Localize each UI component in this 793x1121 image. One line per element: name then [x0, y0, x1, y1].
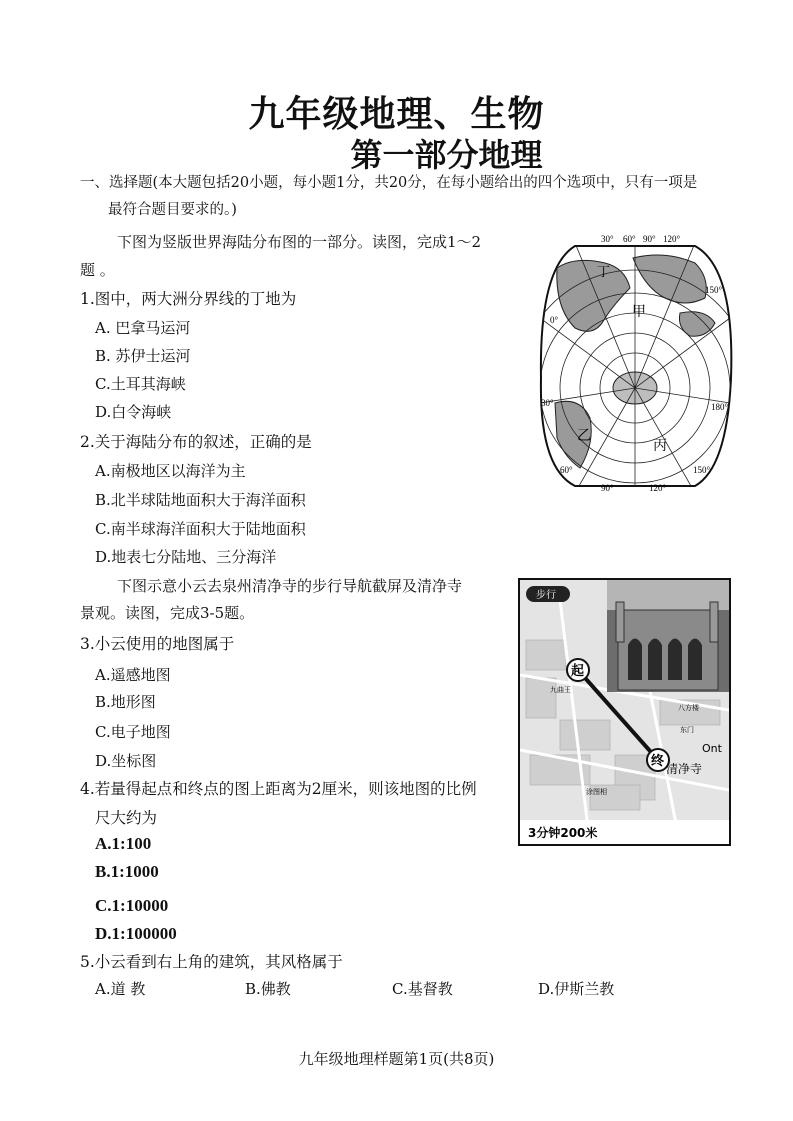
q1-option-d[interactable]: D.白令海峡: [95, 403, 172, 421]
question-2-stem: 2.关于海陆分布的叙述，正确的是: [80, 433, 312, 451]
globe-map-svg: [535, 228, 735, 498]
q3-option-d[interactable]: D.坐标图: [95, 752, 157, 770]
q4-option-d[interactable]: D.1:100000: [95, 924, 177, 943]
lon-label-60: 60°: [623, 234, 636, 244]
page-footer: 九年级地理样题第1页(共8页): [298, 1050, 495, 1068]
lon-label-90-bottom: 90°: [601, 483, 614, 493]
q5-option-d[interactable]: D.伊斯兰教: [538, 980, 615, 998]
lon-label-180: 180°: [711, 402, 729, 412]
q3-option-b[interactable]: B.地形图: [95, 693, 156, 711]
route-summary: 3分钟200米: [528, 826, 598, 840]
navigation-screenshot-figure: [518, 578, 731, 846]
start-marker-label: 起: [571, 664, 585, 679]
lon-label-0: 0°: [550, 315, 559, 325]
map-label-qingjingsi: 清净寺: [666, 762, 703, 776]
lon-label-120: 120°: [663, 234, 681, 244]
lon-label-30-left: 30°: [541, 398, 554, 408]
q4-option-a[interactable]: A.1:100: [95, 834, 152, 853]
place-label-bing: 丙: [653, 438, 667, 454]
lon-label-150-right: 150°: [705, 285, 723, 295]
place-label-ding: 丁: [597, 265, 611, 280]
walk-mode-label: 步行: [536, 590, 556, 601]
place-label-yi: 乙: [577, 428, 591, 444]
q1-option-c[interactable]: C.土耳其海峡: [95, 375, 186, 393]
section-instructions-line1: 一、选择题(本大题包括20小题，每小题1分，共20分，在每小题给出的四个选项中，只有一项是: [80, 175, 698, 191]
lon-label-150-bottom: 150°: [693, 465, 711, 475]
question-4-stem-line1: 4.若量得起点和终点的图上距离为2厘米，则该地图的比例: [80, 780, 477, 798]
map-label-dongmen: 东门: [680, 726, 694, 734]
map-label-ont: Ont: [702, 742, 722, 755]
lon-label-60-bottom: 60°: [560, 465, 573, 475]
q1-option-a[interactable]: A. 巴拿马运河: [95, 319, 191, 337]
globe-map-figure: [535, 228, 735, 498]
page-subtitle: 第一部分地理: [350, 136, 543, 174]
q1-option-b[interactable]: B. 苏伊士运河: [95, 347, 191, 365]
question-1-stem: 1.图中，两大洲分界线的丁地为: [80, 290, 297, 308]
lon-label-30: 30°: [601, 234, 614, 244]
end-marker-label: 终: [651, 754, 665, 769]
q4-option-b[interactable]: B.1:1000: [95, 862, 159, 881]
place-label-jia: 甲: [632, 304, 646, 320]
question-5-stem: 5.小云看到右上角的建筑，其风格属于: [80, 953, 343, 971]
page-title: 九年级地理、生物: [248, 93, 545, 135]
q2-option-d[interactable]: D.地表七分陆地、三分海洋: [95, 548, 277, 566]
q2-option-b[interactable]: B.北半球陆地面积大于海洋面积: [95, 491, 306, 509]
map-label-tuchang: 涂图相: [586, 788, 607, 796]
mosque-photo: [607, 580, 729, 692]
section-instructions-line2: 最符合题目要求的。): [108, 202, 237, 218]
map-label-bafang: 八方楼: [678, 704, 699, 712]
q2-option-a[interactable]: A.南极地区以海洋为主: [95, 462, 246, 480]
q5-option-a[interactable]: A.道 教: [95, 980, 146, 998]
question-3-stem: 3.小云使用的地图属于: [80, 635, 235, 653]
map-label-jiuqu: 九曲王: [550, 686, 571, 694]
q4-option-c[interactable]: C.1:10000: [95, 896, 169, 915]
q3-option-c[interactable]: C.电子地图: [95, 723, 171, 741]
lon-label-90: 90°: [643, 234, 656, 244]
intro1-line1: 下图为竖版世界海陆分布图的一部分。读图，完成1～2: [117, 233, 482, 251]
intro2-line1: 下图示意小云去泉州清净寺的步行导航截屏及清净寺: [117, 577, 463, 595]
q5-option-b[interactable]: B.佛教: [245, 980, 291, 998]
q3-option-a[interactable]: A.遥感地图: [95, 666, 171, 684]
question-4-stem-line2: 尺大约为: [95, 809, 158, 827]
intro1-line2: 题 。: [80, 261, 115, 279]
q2-option-c[interactable]: C.南半球海洋面积大于陆地面积: [95, 520, 306, 538]
navigation-map-svg: [520, 580, 729, 844]
lon-label-120-bottom: 120°: [649, 483, 667, 493]
q5-option-c[interactable]: C.基督教: [392, 980, 453, 998]
intro2-line2: 景观。读图，完成3-5题。: [80, 604, 255, 622]
